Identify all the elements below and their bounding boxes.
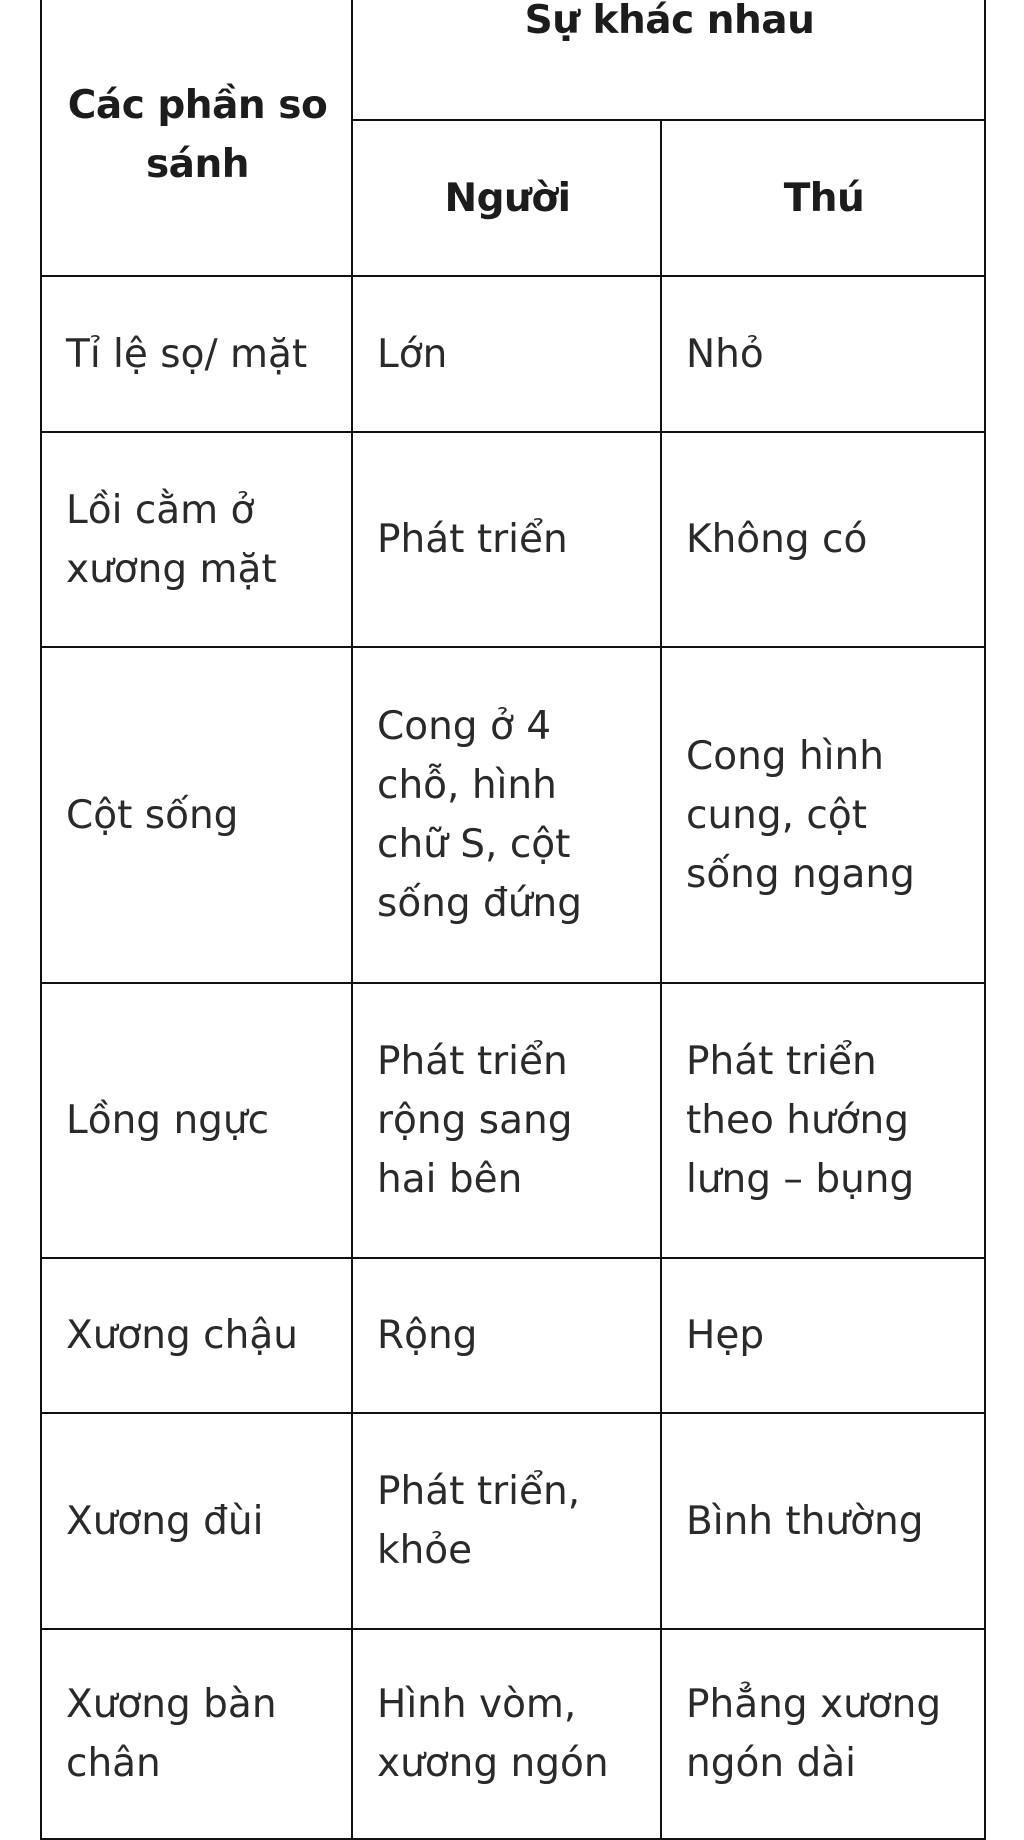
row-animal: Bình thường: [661, 1413, 985, 1629]
row-animal: Nhỏ: [661, 276, 985, 432]
comparison-table: [40, 0, 986, 1840]
header-row-top: [41, 0, 985, 120]
row-animal: Phát triển theo hướng lưng – bụng: [661, 983, 985, 1258]
table-row: [41, 1413, 985, 1629]
row-animal: Hẹp: [661, 1258, 985, 1413]
row-human: Phát triển, khỏe: [352, 1413, 661, 1629]
table-row: [41, 983, 985, 1258]
row-part: Lồng ngực: [41, 983, 352, 1258]
table-row: [41, 647, 985, 983]
row-animal: Phẳng xương ngón dài: [661, 1629, 985, 1839]
table-row: [41, 276, 985, 432]
row-human: Phát triển: [352, 432, 661, 647]
row-animal: Không có: [661, 432, 985, 647]
row-part: Cột sống: [41, 647, 352, 983]
row-part: Tỉ lệ sọ/ mặt: [41, 276, 352, 432]
row-animal: Cong hình cung, cột sống ngang: [661, 647, 985, 983]
table-row: [41, 1629, 985, 1839]
table-row: [41, 432, 985, 647]
row-human: Lớn: [352, 276, 661, 432]
row-human: Hình vòm, xương ngón: [352, 1629, 661, 1839]
row-human: Phát triển rộng sang hai bên: [352, 983, 661, 1258]
row-part: Xương chậu: [41, 1258, 352, 1413]
row-human: Rộng: [352, 1258, 661, 1413]
header-human: Người: [352, 120, 661, 276]
row-part: Xương bàn chân: [41, 1629, 352, 1839]
row-part: Lồi cằm ở xương mặt: [41, 432, 352, 647]
row-part: Xương đùi: [41, 1413, 352, 1629]
table-row: [41, 1258, 985, 1413]
header-animal: Thú: [661, 120, 985, 276]
header-differences: Sự khác nhau: [352, 0, 985, 120]
row-human: Cong ở 4 chỗ, hình chữ S, cột sống đứng: [352, 647, 661, 983]
header-comparison-parts: Các phần so sánh: [41, 0, 352, 276]
